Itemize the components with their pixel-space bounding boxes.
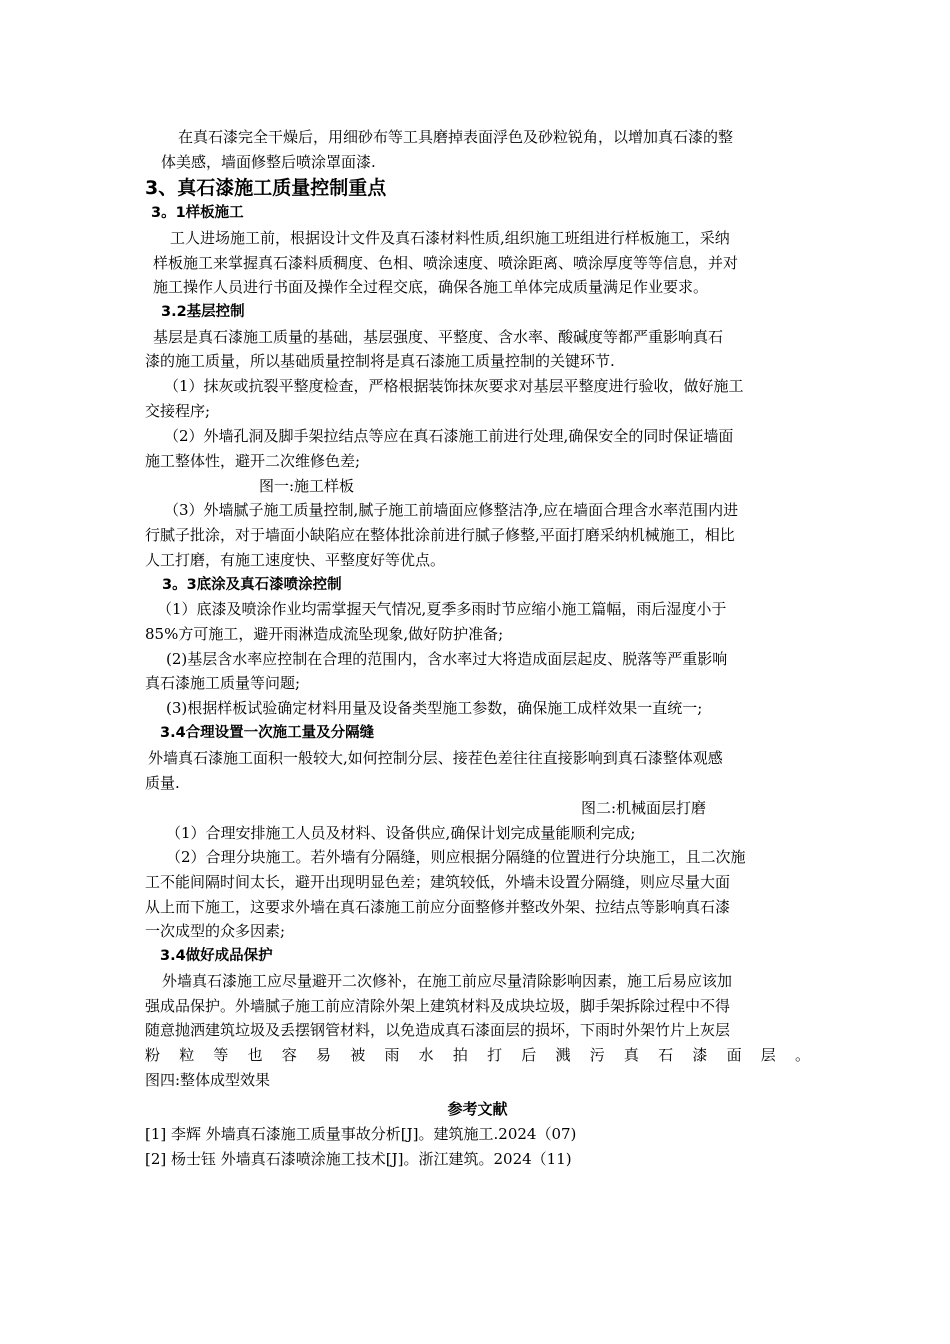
paragraph-line: 工人进场施工前，根据设计文件及真石漆材料性质,组织施工班组进行样板施工，采纳	[170, 229, 730, 247]
paragraph-line: 在真石漆完全干燥后，用细砂布等工具磨掉表面浮色及砂粒锐角，以增加真石漆的整	[178, 128, 734, 146]
list-item-line: （3）外墙腻子施工质量控制,腻子施工前墙面应修整洁净,应在墙面合理含水率范围内进	[164, 501, 739, 519]
figure-caption: 图二:机械面层打磨	[581, 799, 707, 817]
list-item-line: 施工整体性，避开二次维修色差;	[145, 452, 361, 470]
paragraph-line: 随意抛洒建筑垃圾及丢摆钢管材料，以免造成真石漆面层的损坏，下雨时外架竹片上灰层	[145, 1021, 731, 1039]
paragraph-line: 强成品保护。外墙腻子施工前应清除外架上建筑材料及成块垃圾，脚手架拆除过程中不得	[145, 997, 731, 1015]
list-item-line: 从上而下施工，这要求外墙在真石漆施工前应分面整修并整改外架、拉结点等影响真石漆	[145, 898, 731, 916]
subsection-heading: 3。1样板施工	[151, 205, 244, 221]
list-item-line: 交接程序;	[145, 402, 211, 420]
figure-caption: 图四:整体成型效果	[145, 1071, 271, 1089]
paragraph-line: 施工操作人员进行书面及操作全过程交底，确保各施工单体完成质量满足作业要求。	[153, 278, 709, 296]
subsection-heading: 3.4做好成品保护	[160, 948, 273, 964]
list-item-line: 85%方可施工，避开雨淋造成流坠现象,做好防护准备;	[145, 625, 504, 643]
reference-item: [1] 李辉 外墙真石漆施工质量事故分析[J]。建筑施工.2024（07)	[145, 1125, 577, 1143]
section-heading: 3、真石漆施工质量控制重点	[145, 177, 387, 199]
paragraph-line: 样板施工来掌握真石漆料质稠度、色相、喷涂速度、喷涂距离、喷涂厚度等等信息，并对	[153, 254, 739, 272]
list-item-line: （1）合理安排施工人员及材料、设备供应,确保计划完成量能顺利完成;	[166, 824, 636, 842]
paragraph-line: 体美感，墙面修整后喷涂罩面漆.	[161, 153, 376, 171]
reference-item: [2] 杨士钰 外墙真石漆喷涂施工技术[J]。浙江建筑。2024（11)	[145, 1150, 572, 1168]
paragraph-line: 基层是真石漆施工质量的基础，基层强度、平整度、含水率、酸碱度等都严重影响真石	[153, 328, 724, 346]
paragraph-line: 漆的施工质量，所以基础质量控制将是真石漆施工质量控制的关键环节.	[145, 352, 615, 370]
list-item-line: 真石漆施工质量等问题;	[145, 674, 301, 692]
list-item-line: （2）外墙孔洞及脚手架拉结点等应在真石漆施工前进行处理,确保安全的同时保证墙面	[164, 427, 734, 445]
list-item-line: (3)根据样板试验确定材料用量及设备类型施工参数，确保施工成样效果一直统一;	[166, 699, 703, 717]
list-item-line: (2)基层含水率应控制在合理的范围内，含水率过大将造成面层起皮、脱落等严重影响	[166, 650, 728, 668]
list-item-line: 人工打磨，有施工速度快、平整度好等优点。	[145, 551, 446, 569]
figure-caption: 图一:施工样板	[259, 477, 355, 495]
subsection-heading: 3。3底涂及真石漆喷涂控制	[162, 577, 342, 593]
subsection-heading: 3.4合理设置一次施工量及分隔缝	[160, 725, 375, 741]
list-item-line: （2）合理分块施工。若外墙有分隔缝，则应根据分隔缝的位置进行分块施工，且二次施	[166, 848, 746, 866]
references-heading: 参考文献	[447, 1100, 508, 1118]
paragraph-line: 粉粒等也容易被雨水拍打后溅污真石漆面层。	[145, 1046, 810, 1064]
subsection-heading: 3.2基层控制	[161, 304, 245, 320]
paragraph-line: 外墙真石漆施工面积一般较大,如何控制分层、接茬色差往往直接影响到真石漆整体观感	[148, 749, 723, 767]
list-item-line: （1）底漆及喷涂作业均需掌握天气情况,夏季多雨时节应缩小施工篇幅，雨后湿度小于	[157, 600, 727, 618]
list-item-line: 行腻子批涂，对于墙面小缺陷应在整体批涂前进行腻子修整,平面打磨采纳机械施工，相比	[145, 526, 735, 544]
paragraph-line: 质量.	[145, 774, 180, 792]
paragraph-line: 外墙真石漆施工应尽量避开二次修补，在施工前应尽量清除影响因素，施工后易应该加	[162, 972, 733, 990]
list-item-line: 工不能间隔时间太长，避开出现明显色差；建筑较低，外墙未设置分隔缝，则应尽量大面	[145, 873, 731, 891]
list-item-line: （1）抹灰或抗裂平整度检查，严格根据装饰抹灰要求对基层平整度进行验收，做好施工	[164, 377, 744, 395]
list-item-line: 一次成型的众多因素;	[145, 922, 286, 940]
